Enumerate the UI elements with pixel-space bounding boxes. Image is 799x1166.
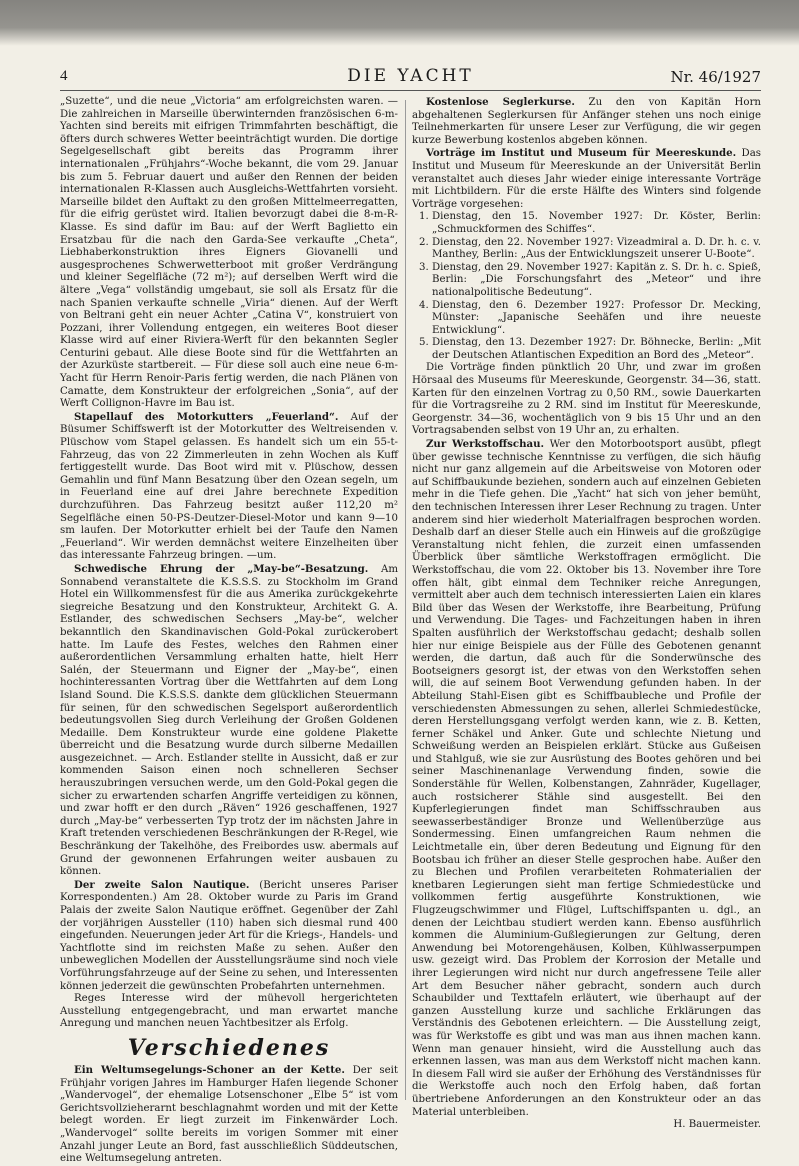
article-mediterranean: „Suzette“, und die neue „Victoria“ am erfolgreichsten waren. — Die zahlreichen in Marseille überwinternden französischen 6-m-Yachten sind bereits mit eifrigen Trimmfahrten beschäftigt, die öfters durch schweres Wetter beeinträchtigt wurden. Die dortige Segelgesellschaft gibt bereits das Programm ihrer internationalen „Frühjahrs“-Woche bekannt, die vom 29. Januar bis zum 5. Februar dauert und außer den Rennen der beiden internationalen R-Klassen auch Ausgleichs-Wettfahrten vorsieht. Marseille bildet den Auftakt zu den großen Mittelmeerregatten, für die eifrig gerüstet wird. Italien bevorzugt dabei die 8-m-R-Klasse. Es sind dafür im Bau: auf der Werft Baglietto ein Ersatzbau für die nach den Garda-See verkaufte „Cheta“, Liebhaberkonstruktion ihres Eigners Giovanelli und ausgesprochenes Schwerwetterboot mit großer Verdrängung und kleiner Segelfläche (72 m²); auf derselben Werft wird die ältere „Vega“ vollständig umgebaut, sie soll als Ersatz für die nach Spanien verkaufte schnelle „Viria“ dienen. Auf der Werft von Beltrani geht ein neuer Achter „Catina V“, konstruiert von Pozzani, ihrer Vollendung entgegen, ein weiteres Boot dieser Klasse wird auf einer Riviera-Werft für den bekannten Segler Centurini gebaut. Alle diese Boote sind für die Wettfahrten an der Azurküste startbereit. — Für diese soll auch eine neue 6-m-Yacht für Herrn Renoir-Paris fertig werden, die nach Plänen von Camatte, dem Konstrukteur der erfolgreichen „Sonia“, auf der Werft Collignon-Havre im Bau ist. xyxy=(60,96,398,410)
issue-number: Nr. 46/1927 xyxy=(670,68,761,86)
headline-feuerland: Stapellauf des Motorkutters „Feuerland“. xyxy=(74,410,339,423)
body-courses: Zu den von Kapitän Horn abgehaltenen Seglerkursen für Anfänger stehen uns noch einige Teilnehmerkarten für unsere Leser zur Verfügung, die wir gegen kurze Bewerbung kostenlos abgeben können. xyxy=(412,97,761,146)
article-werkstoffschau xyxy=(412,438,761,1119)
page-number: 4 xyxy=(60,68,68,84)
article-feuerland xyxy=(60,411,398,563)
list-item: 3. Dienstag, den 29. November 1927: Kapitän z. S. Dr. h. c. Spieß, Berlin: „Die Forschungsfahrt des „Meteor“ und ihre nationalpolitische Bedeutung“. xyxy=(432,262,761,300)
article-schooner xyxy=(60,1064,398,1166)
headline-schooner: Ein Weltumsegelungs-Schoner an der Kette. xyxy=(74,1063,345,1076)
right-column xyxy=(412,96,761,1132)
list-item: 2. Dienstag, den 22. November 1927: Vizeadmiral a. D. Dr. h. c. v. Manthey, Berlin: „Aus der Entwicklungszeit unserer U-Boote“. xyxy=(432,237,761,262)
headline-werkstoffschau: Zur Werkstoffschau. xyxy=(426,438,545,451)
left-column xyxy=(60,96,398,1166)
page-header xyxy=(60,66,761,91)
body-schooner: Der seit Frühjahr vorigen Jahres im Hamburger Hafen liegende Schoner „Wandervogel“, der ehemalige Lotsenschoner „Elbe 5“ ist vom Gerichtsvollzieherarnt beschlagnahmt worden und mit der Kette belegt worden. Er liegt zurzeit im Finkenwärder Loch. „Wandervogel“ sollte bereits im vorigen Sommer mit einer Anzahl junger Leute an Bord, fast ausschließlich Süddeutschen, eine Weltumsegelung antreten. xyxy=(60,1064,398,1165)
lecture-list xyxy=(412,211,761,362)
list-item: 1. Dienstag, den 15. November 1927: Dr. Köster, Berlin: „Schmuckformen des Schiffes“. xyxy=(432,211,761,236)
article-lectures xyxy=(412,147,761,211)
magazine-title: DIE YACHT xyxy=(347,66,474,86)
column-divider xyxy=(405,100,406,1100)
headline-may-be: Schwedische Ehrung der „May-be“-Besatzung. xyxy=(74,562,369,575)
list-item: 5. Dienstag, den 13. Dezember 1927: Dr. Böhnecke, Berlin: „Mit der Deutschen Atlantischen Expedition an Bord des „Meteor“. xyxy=(432,337,761,362)
body-feuerland: Auf der Büsumer Schiffswerft ist der Motorkutter des Weltreisenden v. Plüschow vom Stapel gelassen. Es handelt sich um ein 55-t-Fahrzeug, das von 22 Zimmerleuten in zehn Wochen als Kuff fertiggestellt wurde. Das Boot wird mit v. Plüschow, dessen Gemahlin und fünf Mann Besatzung über den Ozean segeln, um in Feuerland eine auf drei Jahre berechnete Expedition durchzuführen. Das Fahrzeug besitzt außer 112,20 m² Segelfläche einen 50-PS-Deutzer-Diesel-Motor und kann 9—10 sm laufen. Der Motorkutter erhielt bei der Taufe den Namen „Feuerland“. Wir werden demnächst weitere Einzelheiten über das interessante Fahrzeug bringen. —um. xyxy=(60,411,398,562)
article-may-be xyxy=(60,563,398,879)
author-signature: H. Bauermeister. xyxy=(673,1119,761,1131)
article-salon xyxy=(60,879,398,993)
headline-courses: Kostenlose Seglerkurse. xyxy=(426,96,575,108)
body-salon: (Bericht unseres Pariser Korrespondenten.) Am 28. Oktober wurde zu Paris im Grand Palais der zweite Salon Nautique eröffnet. Gegenüber der Zahl der vorjährigen Aussteller (110) haben sich diesmal rund 400 eingefunden. Neuerungen jeder Art für die Kriegs-, Handels- und Yachtflotte sind im reichsten Maße zu sehen. Außer den unbeweglichen Modellen der Ausstellungsräume sind noch viele Vorführungsfahrzeuge auf der Seine zu sehen, und Interessenten können jederzeit die gewünschten Probefahrten unternehmen. xyxy=(60,879,398,992)
headline-lectures: Vorträge im Institut und Museum für Meereskunde. xyxy=(426,147,737,160)
lecture-details: Die Vorträge finden pünktlich 20 Uhr, und zwar im großen Hörsaal des Museums für Meereskunde, Georgenstr. 34—36, statt. Karten für den einzelnen Vortrag zu 0,50 RM., sowie Dauerkarten für die Vortragsreihe zu 2 RM. sind im Institut für Meereskunde, Georgenstr. 34—36, wochentäglich von 9 bis 15 Uhr und an den Vortragsabenden selbst von 19 Uhr an, zu erhalten. xyxy=(412,362,761,437)
body-may-be: Am Sonnabend veranstaltete die K.S.S.S. zu Stockholm im Grand Hotel ein Willkommensfest für die aus Amerika zurückgekehrte siegreiche Besatzung und den Konstrukteur, Architekt G. A. Estlander, des schwedischen Sechsers „May-be“, welcher bekanntlich den Skandinavischen Gold-Pokal zurückerobert hatte. Im Laufe des Festes, welches den Rahmen einer außerordentlichen Versammlung erhalten hatte, hielt Herr Salén, der Steuermann und Eigner der „May-be“, einen hochinteressanten Vortrag über die Wettfahrten auf dem Long Island Sound. Die K.S.S.S. dankte dem glücklichen Steuermann für seinen, für den schwedischen Segelsport außerordentlich bedeutungsvollen Sieg durch Verleihung der Großen Goldenen Medaille. Dem Konstrukteur wurde eine goldene Plakette überreicht und die Besatzung wurde durch silberne Medaillen ausgezeichnet. — Arch. Estlander stellte in Aussicht, daß er zur kommenden Saison einen noch schnelleren Sechser herauszubringen versuchen werde, um den Gold-Pokal gegen die sicher zu erwartenden scharfen Angriffe verteidigen zu können, und zwar hofft er den durch „Räven“ 1926 geschaffenen, 1927 durch „May-be“ verbesserten Typ trotz der im nächsten Jahre in Kraft tretenden verschiedenen Beschränkungen der R-Regel, wie Beschränkung der Takelhöhe, des Freibordes usw. abermals auf Grund der gewonnenen Erfahrungen weiter ausbauen zu können. xyxy=(60,563,398,878)
headline-salon: Der zweite Salon Nautique. xyxy=(74,878,250,891)
body-werkstoffschau: Wer den Motorbootsport ausübt, pflegt über gewisse technische Kenntnisse zu verfügen, die sich häufig nicht nur ganz allgemein auf die Arbeitsweise von Motoren oder auf Schiffbaukunde beziehen, sondern auch auf einzelnen Gebieten mehr in die Tiefe gehen. Die „Yacht“ hat sich von jeher bemüht, den technischen Interessen ihrer Leser Rechnung zu tragen. Unter anderem sind hier wiederholt Materialfragen besprochen worden. Deshalb darf an dieser Stelle auch ein Hinweis auf die großzügige Veranstaltung nicht fehlen, die zurzeit einen umfassenden Überblick über sämtliche Werkstoffragen ermöglicht. Die Werkstoffschau, die vom 22. Oktober bis 13. November ihre Tore offen hält, gibt einmal dem Techniker reiche Anregungen, vermittelt aber auch dem technisch interessierten Laien ein klares Bild über das Wesen der Werkstoffe, ihre Bearbeitung, Prüfung und Verwendung. Die Tages- und Fachzeitungen haben in ihren Spalten ausführlich der Werkstoffschau gedacht; deshalb sollen hier nur einige Beispiele aus der Fülle des Gebotenen genannt werden, die dartun, daß auch für die Sonderwünsche des Bootseigners gesorgt ist, der etwas von den Werkstoffen sehen will, die auf seinem Boot Verwendung gefunden haben. In der Abteilung Stahl-Eisen gibt es Schiffbaubleche und Profile der verschiedensten Abmessungen zu sehen, allerlei Schmiedestücke, deren Herstellungsgang verfolgt werden kann, wie z. B. Ketten, ferner Schäkel und Anker. Gute und schlechte Nietung und Schweißung werden an Beispielen erklärt. Stücke aus Gußeisen und Stahlguß, wie sie zur Ausrüstung des Bootes gehören und bei seiner Maschinenanlage Verwendung finden, sowie die Sonderstähle für Wellen, Kolbenstangen, Zahnräder, Kugellager, auch rostsicherer Stähle sind ausgestellt. Bei den Kupferlegierungen findet man Schiffsschrauben aus seewasserbeständiger Bronze und Wellenüberzüge aus Sondermessing. Einen umfangreichen Raum nehmen die Leichtmetalle ein, über deren Bedeutung und Eignung für den Bootsbau ich früher an dieser Stelle gesprochen habe. Außer den zu Blechen und Profilen verarbeiteten Rohmaterialien der knetbaren Legierungen sieht man fertige Schmiedestücke und vollkommen fertig ausgeführte Konstruktionen, wie Flugzeugschwimmer und Flügel, Luftschiffspanten u. dgl., an denen der Leichtbau studiert werden kann. Ebenso ausführlich kommen die Aluminium-Gußlegierungen zur Geltung, deren Anwendung bei Motorengehäusen, Kolben, Kühlwasserpumpen usw. gezeigt wird. Das Problem der Korrosion der Metalle und ihrer Legierungen wird nicht nur durch angefressene Teile aller Art dem Besucher näher gebracht, sondern auch durch Schaubilder und Texttafeln erläutert, wie überhaupt auf der ganzen Ausstellung kurze und sachliche Erklärungen das Verständnis des Gebotenen erleichtern. — Die Ausstellung zeigt, was für Werkstoffe es gibt und was man aus ihnen machen kann. Wenn man genauer hinsieht, wird die Ausstellung auch das erkennen lassen, was man aus dem Werkstoff nicht machen kann. In diesem Fall wird sie außer der Erhöhung des Verständnisses für die Werkstoffe auch noch den Erfolg haben, daß fortan übertriebene Anforderungen an den Konstrukteur oder an das Material unterbleiben. xyxy=(412,439,761,1118)
scan-edge xyxy=(0,0,799,46)
article-salon-cont: Reges Interesse wird der mühevoll hergerichteten Ausstellung entgegengebracht, und man erwartet manche Anregung und manchen neuen Yachtbesitzer als Erfolg. xyxy=(60,993,398,1030)
article-courses xyxy=(412,96,761,147)
section-title: Verschiedenes xyxy=(127,1034,331,1061)
list-item: 4. Dienstag, den 6. Dezember 1927: Professor Dr. Mecking, Münster: „Japanische Seehäfen und ihre neueste Entwicklung“. xyxy=(432,300,761,338)
body-lectures: Das Institut und Museum für Meereskunde an der Universität Berlin veranstaltet auch dieses Jahr wieder einige interessante Vorträge mit Lichtbildern. Für die erste Hälfte des Winters sind folgende Vorträge vorgesehen: xyxy=(412,148,761,210)
